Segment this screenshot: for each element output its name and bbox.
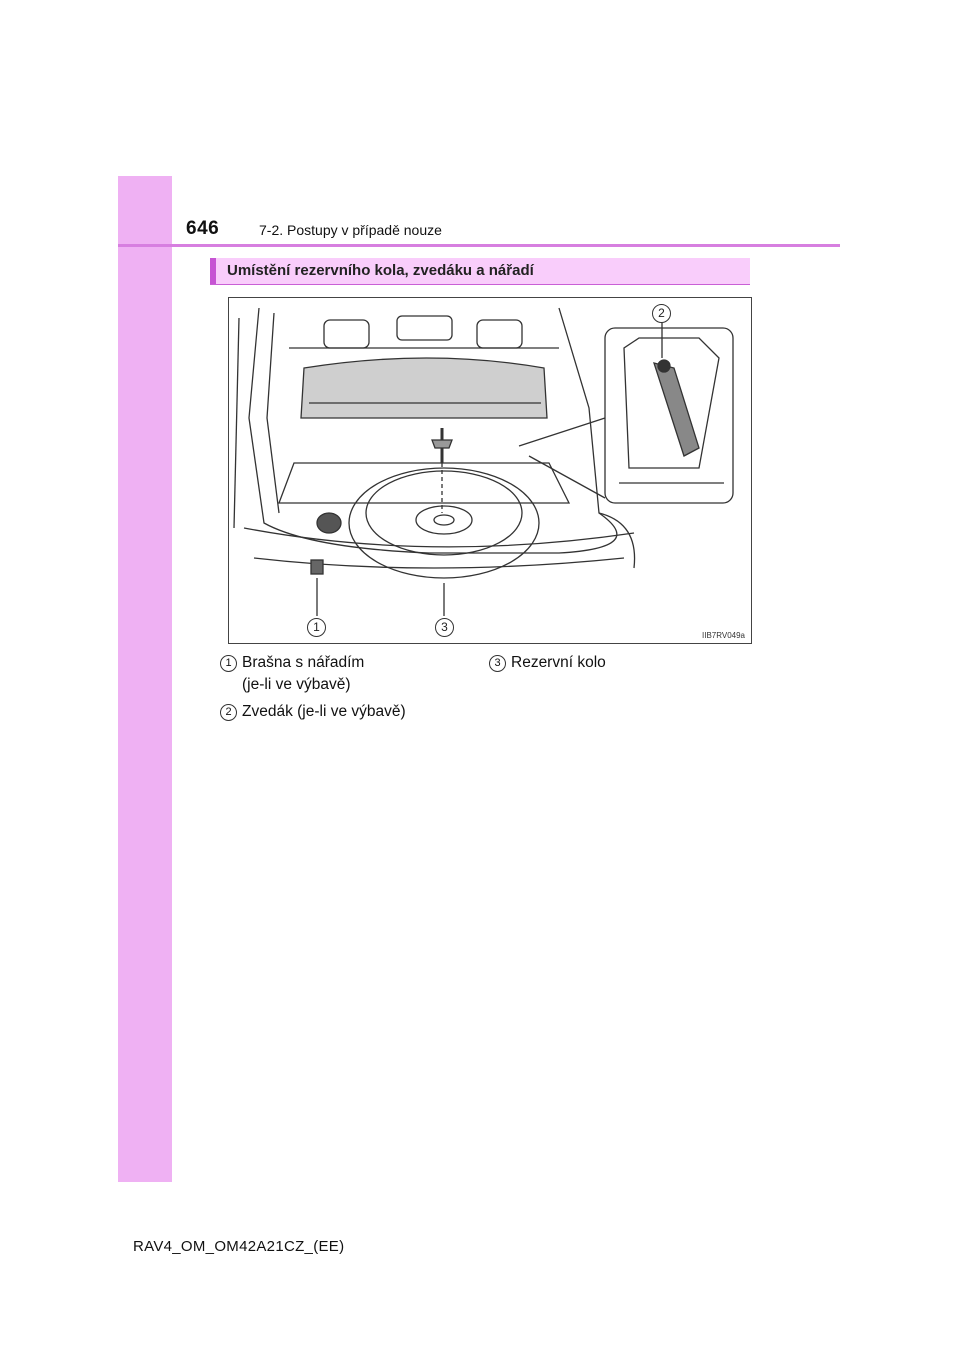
- figure-code: IIB7RV049a: [702, 631, 745, 640]
- page-number: 646: [186, 218, 220, 239]
- footer-doc-id: RAV4_OM_OM42A21CZ_(EE): [133, 1238, 345, 1255]
- chapter-side-band: [118, 176, 172, 1182]
- legend-text: Zvedák (je-li ve výbavě): [242, 703, 406, 720]
- legend-number: 2: [220, 704, 237, 721]
- legend-line: Brašna s nářadím: [242, 654, 365, 671]
- callout-2: 2: [652, 304, 671, 323]
- heading-text: Umístění rezervního kola, zvedáku a nářadí: [227, 262, 534, 279]
- trunk-drawing: [229, 298, 751, 643]
- callout-1: 1: [307, 618, 326, 637]
- header-rule: [118, 244, 840, 247]
- legend-line: (je-li ve výbavě): [242, 676, 351, 693]
- spare-tire-illustration: [228, 297, 752, 644]
- section-title: 7-2. Postupy v případě nouze: [259, 222, 442, 238]
- section-heading: [210, 258, 750, 285]
- heading-accent: [210, 258, 216, 284]
- legend-text: Rezervní kolo: [511, 654, 606, 671]
- legend-text: [242, 652, 364, 696]
- legend-number: 1: [220, 655, 237, 672]
- legend-number: 3: [489, 655, 506, 672]
- callout-3: 3: [435, 618, 454, 637]
